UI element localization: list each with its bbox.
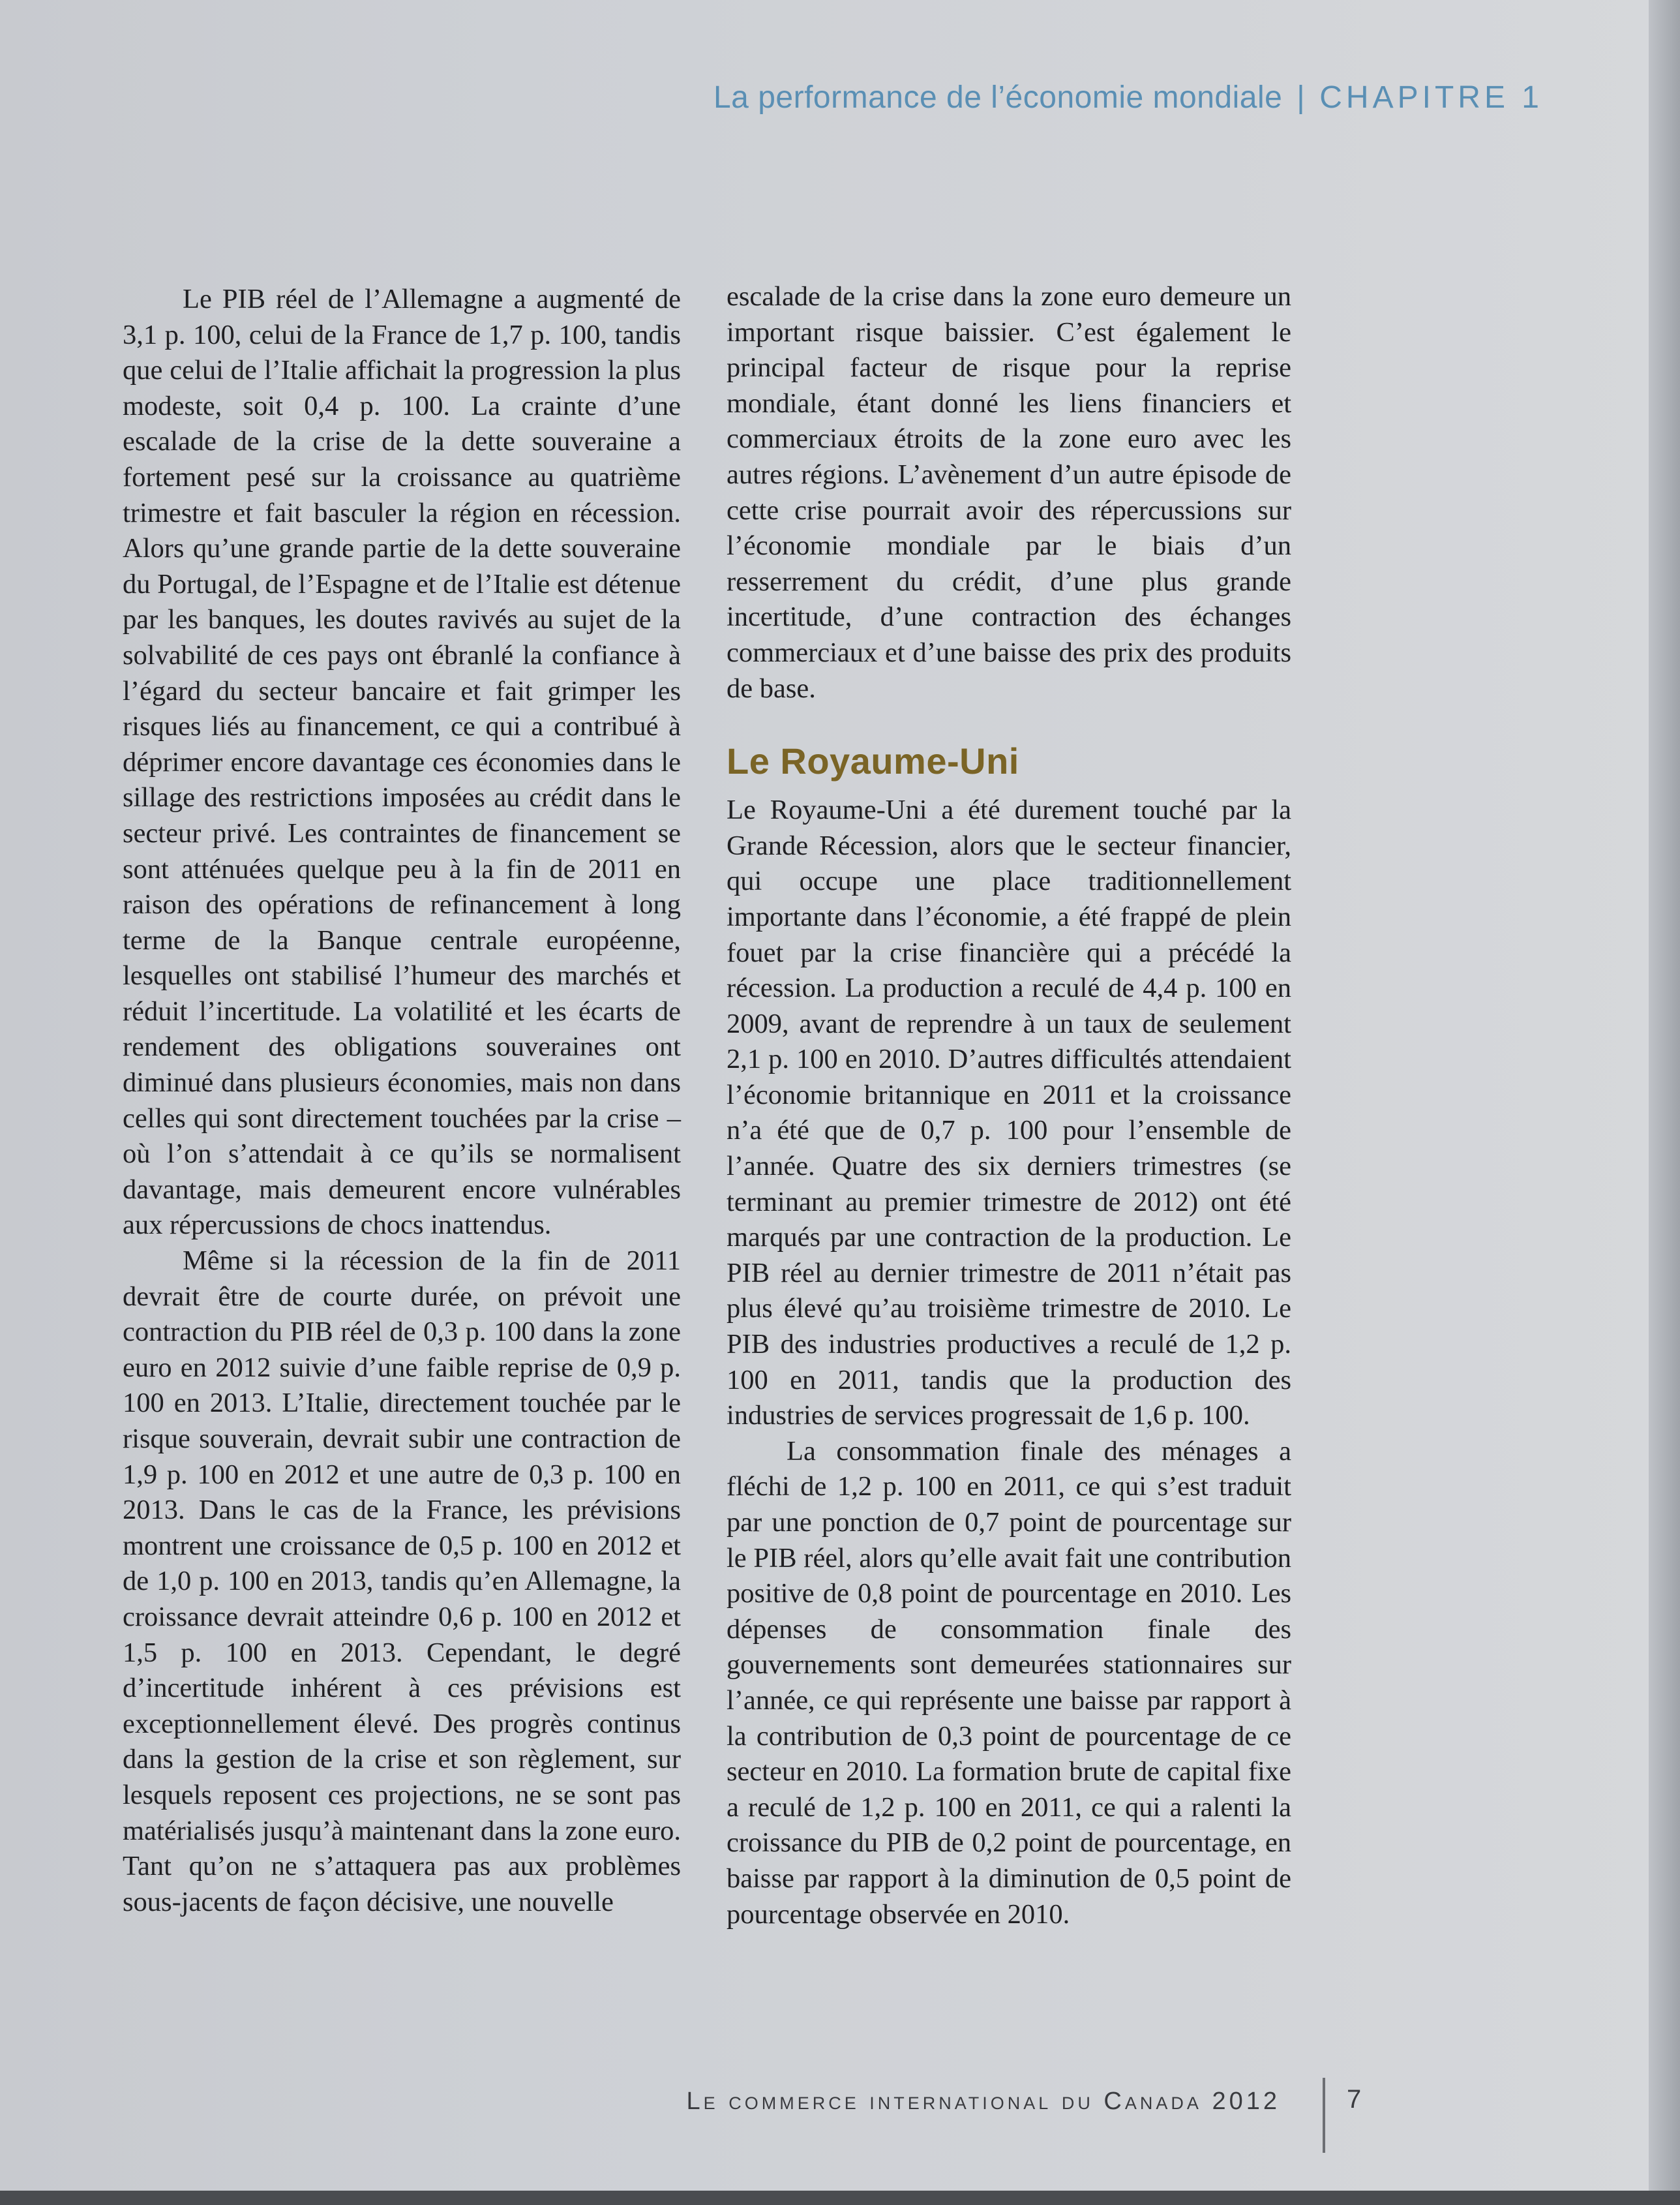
page-edge-shadow xyxy=(1649,0,1680,2205)
running-header-separator: | xyxy=(1297,80,1306,115)
right-paragraph-2: La consommation finale des ménages a fléchi de 1,2 p. 100 en 2011, ce qui s’est traduit par une ponction de 0,7 point de pourcentage sur le PIB réel, alors qu’elle avait fait une contribution positive de 0,8 point de pourcentage en 2010. Les dépenses de consommation finale des gouvernements sont demeurées stationnaires sur l’année, ce qui représente une baisse par rapport à la contribution de 0,3 point de pourcentage de ce secteur en 2010. La formation brute de capital fixe a reculé de 1,2 p. 100 en 2011, ce qui a ralenti la croissance du PIB de 0,2 point de pourcentage, en baisse par rapport à la diminution de 0,5 point de pourcentage observée en 2010. xyxy=(727,1435,1291,1930)
footer-publication-title: Le commerce international du Canada 2012 xyxy=(686,2088,1280,2115)
running-header-title: La performance de l’économie mondiale xyxy=(713,80,1283,115)
left-column xyxy=(123,282,681,1920)
section-heading-royaume-uni: Le Royaume-Uni xyxy=(727,740,1019,782)
running-header-chapter: CHAPITRE 1 xyxy=(1319,80,1543,115)
right-continuation-paragraph: escalade de la crise dans la zone euro demeure un important risque baissier. C’est également le principal facteur de risque pour la reprise mondiale, étant donné les liens financiers et commerciaux étroits de la zone euro avec les autres régions. L’avènement d’un autre épisode de cette crise pourrait avoir des répercussions sur l’économie mondiale par le biais d’un resserrement du crédit, d’une plus grande incertitude, d’une contraction des échanges commerciaux et d’une baisse des prix des produits de base. xyxy=(727,281,1291,704)
page-number: 7 xyxy=(1347,2085,1362,2114)
footer-divider xyxy=(1323,2078,1325,2153)
right-column xyxy=(727,279,1291,1932)
running-header xyxy=(713,80,1543,115)
right-paragraph-1: Le Royaume-Uni a été durement touché par la Grande Récession, alors que le secteur financier, qui occupe une place traditionnellement importante dans l’économie, a été frappé de plein fouet par la crise financière qui a précédé la récession. La production a reculé de 4,4 p. 100 en 2009, avant de reprendre à un taux de seulement 2,1 p. 100 en 2010. D’autres difficultés attendaient l’économie britannique en 2011 et la croissance n’a été que de 0,7 p. 100 pour l’ensemble de l’année. Quatre des six derniers trimestres (se terminant au premier trimestre de 2012) ont été marqués par une contraction de la production. Le PIB réel au dernier trimestre de 2011 n’était pas plus élevé qu’au troisième trimestre de 2010. Le PIB des industries productives a reculé de 1,2 p. 100 en 2011, tandis que la production des industries de services progressait de 1,6 p. 100. xyxy=(727,795,1291,1431)
left-paragraph-1: Le PIB réel de l’Allemagne a augmenté de 3,1 p. 100, celui de la France de 1,7 p. 100, tandis que celui de l’Italie affichait la progression la plus modeste, soit 0,4 p. 100. La crainte d’une escalade de la crise de la dette souveraine a fortement pesé sur la croissance au quatrième trimestre et fait basculer la région en récession. Alors qu’une grande partie de la dette souveraine du Portugal, de l’Espagne et de l’Italie est détenue par les banques, les doutes ravivés au sujet de la solvabilité de ces pays ont ébranlé la confiance à l’égard du secteur bancaire et fait grimper les risques liés au financement, ce qui a contribué à déprimer encore davantage ces économies dans le sillage des restrictions imposées au crédit dans le secteur privé. Les contraintes de financement se sont atténuées quelque peu à la fin de 2011 en raison des opérations de refinancement à long terme de la Banque centrale européenne, lesquelles ont stabilisé l’humeur des marchés et réduit l’incertitude. La volatilité et les écarts de rendement des obligations souveraines ont diminué dans plusieurs économies, mais non dans celles qui sont directement touchées par la crise – où l’on s’attendait à ce qu’ils se normalisent davantage, mais demeurent encore vulnérables aux répercussions de chocs inattendus. xyxy=(123,284,681,1241)
left-paragraph-2: Même si la récession de la fin de 2011 devrait être de courte durée, on prévoit une contraction du PIB réel de 0,3 p. 100 dans la zone euro en 2012 suivie d’une faible reprise de 0,9 p. 100 en 2013. L’Italie, directement touchée par le risque souverain, devrait subir une contraction de 1,9 p. 100 en 2012 et une autre de 0,3 p. 100 en 2013. Dans le cas de la France, les prévisions montrent une croissance de 0,5 p. 100 en 2012 et de 1,0 p. 100 en 2013, tandis qu’en Allemagne, la croissance devrait atteindre 0,6 p. 100 en 2012 et 1,5 p. 100 en 2013. Cependant, le degré d’incertitude inhérent à ces prévisions est exceptionnellement élevé. Des progrès continus dans la gestion de la crise et son règlement, sur lesquels reposent ces projections, ne se sont pas matérialisés jusqu’à maintenant dans la zone euro. Tant qu’on ne s’attaquera pas aux problèmes sous-jacents de façon décisive, une nouvelle xyxy=(123,1245,681,1917)
page-bottom-edge xyxy=(0,2191,1680,2205)
